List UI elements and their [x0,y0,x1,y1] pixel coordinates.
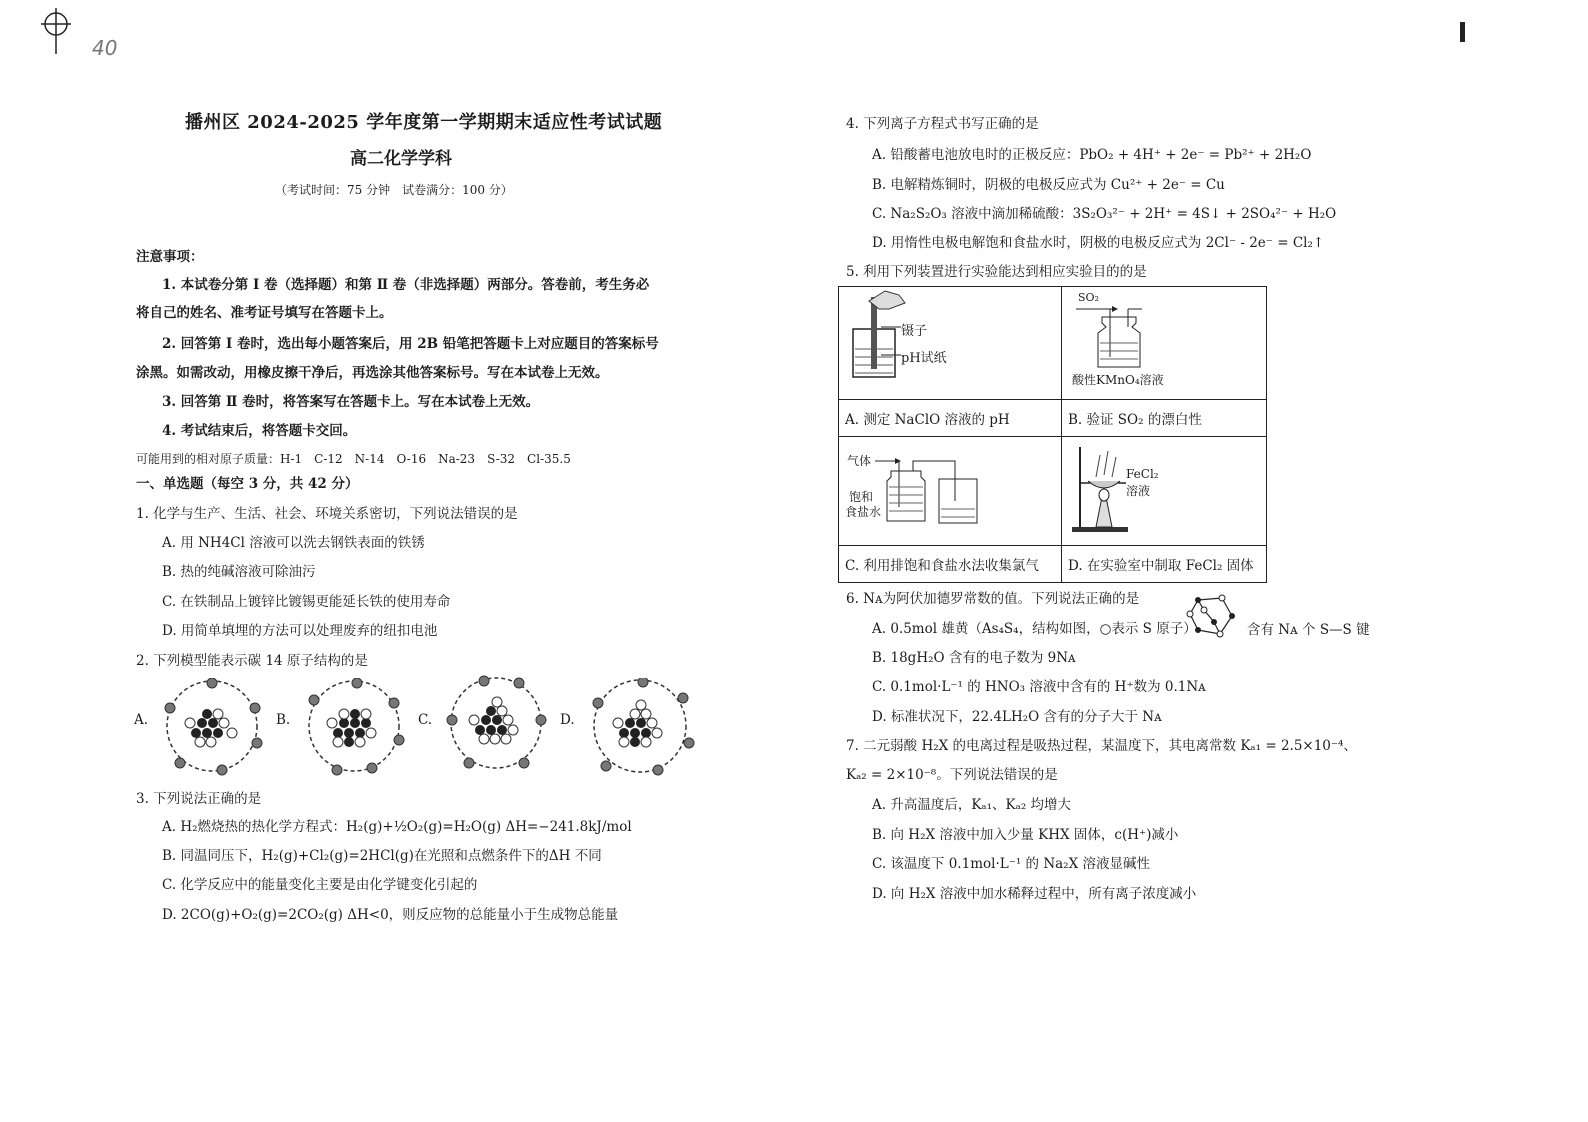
q1-option: D. 用简单填埋的方法可以处理废弃的纽扣电池 [162,623,438,639]
q5-caption-b: B. 验证 SO₂ 的漂白性 [1062,400,1267,437]
q7-option: D. 向 H₂X 溶液中加水稀释过程中，所有离子浓度减小 [872,886,1197,902]
q6-option: B. 18gH₂O 含有的电子数为 9Nᴀ [872,650,1076,666]
q5-caption-d: D. 在实验室中制取 FeCl₂ 固体 [1062,546,1267,583]
q1-option: A. 用 NH4Cl 溶液可以洗去钢铁表面的铁锈 [162,535,425,551]
atomic-masses: 可能用到的相对原子质量：H-1 C-12 N-14 O-16 Na-23 S-32 Cl-35.5 [136,452,571,466]
q1-option: C. 在铁制品上镀锌比镀锡更能延长铁的使用寿命 [162,594,451,610]
fecl2-label: FeCl₂ [1126,467,1159,481]
q6-stem: 6. Nᴀ为阿伏加德罗常数的值。下列说法正确的是 [846,591,1140,607]
q5-cell-d [1062,437,1267,546]
q4-stem: 4. 下列离子方程式书写正确的是 [846,116,1039,132]
notice-line: 3. 回答第 Ⅱ 卷时，将答案写在答题卡上。写在本试卷上无效。 [162,394,540,410]
q5-cell-b [1062,287,1267,400]
gas-label: 气体 [847,454,872,468]
subject-title: 高二化学学科 [350,149,452,169]
notice-line: 1. 本试卷分第 Ⅰ 卷（选择题）和第 Ⅱ 卷（非选择题）两部分。答卷前，考生务必 [162,277,650,293]
q5-stem: 5. 利用下列装置进行实验能达到相应实验目的的是 [846,264,1147,280]
q3-option: A. H₂燃烧热的热化学方程式：H₂(g)+½O₂(g)=H₂O(g) ΔH=−241.8kJ/mol [162,819,632,835]
q3-stem: 3. 下列说法正确的是 [136,791,262,807]
q5-caption-a: A. 测定 NaClO 溶液的 pH [839,400,1062,437]
q2-label: B. [276,712,291,728]
q4-option: B. 电解精炼铜时，阴极的电极反应式为 Cu²⁺ + 2e⁻ = Cu [872,177,1225,193]
fecl2-label: 溶液 [1126,484,1151,498]
exam-title: 播州区 2024-2025 学年度第一学期期末适应性考试试题 [185,112,663,133]
tweezers-label: 镊子 [901,324,928,339]
q7-stem-2: Kₐ₂ = 2×10⁻⁸。下列说法错误的是 [846,767,1058,783]
section-heading: 一、单选题（每空 3 分，共 42 分） [136,476,359,492]
notice-line: 将自己的姓名、准考证号填写在答题卡上。 [136,305,393,321]
q5-apparatus-table [838,286,1267,583]
brine-label: 食盐水 [845,505,882,519]
kmno4-label: 酸性KMnO₄溶液 [1072,373,1164,387]
notice-line: 2. 回答第 Ⅰ 卷时，选出每小题答案后，用 2B 铅笔把答题卡上对应题目的答案标号 [162,336,659,352]
q5-cell-a [839,287,1062,400]
q6-option-a-tail: 含有 Nᴀ 个 S—S 键 [1247,622,1370,638]
so2-label: SO₂ [1078,291,1099,304]
atom-model-d [588,678,698,778]
evaporation-apparatus [1062,437,1266,541]
scan-edge-mark [1460,22,1465,42]
q2-label: D. [560,712,575,728]
q2-stem: 2. 下列模型能表示碳 14 原子结构的是 [136,653,368,669]
q3-option: D. 2CO(g)+O₂(g)=2CO₂(g) ΔH<0，则反应物的总能量小于生成物总能量 [162,907,619,923]
q6-option: C. 0.1mol·L⁻¹ 的 HNO₃ 溶液中含有的 H⁺数为 0.1Nᴀ [872,679,1206,695]
q7-stem: 7. 二元弱酸 H₂X 的电离过程是吸热过程，某温度下，其电离常数 Kₐ₁ = 2.5×10⁻⁴、 [846,738,1357,754]
q7-option: C. 该温度下 0.1mol·L⁻¹ 的 Na₂X 溶液显碱性 [872,856,1150,872]
ph-test-apparatus [839,287,1061,395]
q6-option: A. 0.5mol 雄黄（As₄S₄，结构如图，○表示 S 原子） [872,621,1197,637]
handwritten-score: 40 [92,36,118,60]
brine-label: 饱和 [849,490,874,504]
atom-model-b [302,678,408,778]
q4-option: D. 用惰性电极电解饱和食盐水时，阴极的电极反应式为 2Cl⁻ - 2e⁻ = Cl₂↑ [872,235,1325,251]
notice-heading: 注意事项： [136,249,204,265]
atom-model-c [444,675,550,775]
q3-option: B. 同温同压下，H₂(g)+Cl₂(g)=2HCl(g)在光照和点燃条件下的ΔH 不同 [162,848,602,864]
q4-option: C. Na₂S₂O₃ 溶液中滴加稀硫酸：3S₂O₃²⁻ + 2H⁺ = 4S↓ + 2SO₄²⁻ + H₂O [872,206,1337,222]
q3-option: C. 化学反应中的能量变化主要是由化学键变化引起的 [162,877,478,893]
q1-option: B. 热的纯碱溶液可除油污 [162,564,316,580]
q5-caption-c: C. 利用排饱和食盐水法收集氯气 [839,546,1062,583]
q7-option: B. 向 H₂X 溶液中加入少量 KHX 固体，c(H⁺)减小 [872,827,1179,843]
notice-line: 4. 考试结束后，将答题卡交回。 [162,423,357,439]
notice-line: 涂黑。如需改动，用橡皮擦干净后，再选涂其他答案标号。写在本试卷上无效。 [136,365,609,381]
q4-option: A. 铅酸蓄电池放电时的正极反应：PbO₂ + 4H⁺ + 2e⁻ = Pb²⁺ + 2H₂O [872,147,1312,163]
q6-option: D. 标准状况下，22.4LH₂O 含有的分子大于 Nᴀ [872,709,1162,725]
atom-model-a [160,678,266,778]
q2-label: C. [418,712,433,728]
q7-option: A. 升高温度后，Kₐ₁、Kₐ₂ 均增大 [872,797,1072,813]
q2-label: A. [134,712,149,728]
q5-cell-c [839,437,1062,546]
q1-stem: 1. 化学与生产、生活、社会、环境关系密切，下列说法错误的是 [136,506,518,522]
exam-info: （考试时间：75 分钟 试卷满分：100 分） [275,183,513,197]
ph-paper-label: pH试纸 [901,351,947,366]
crosshair-mark [38,8,74,56]
